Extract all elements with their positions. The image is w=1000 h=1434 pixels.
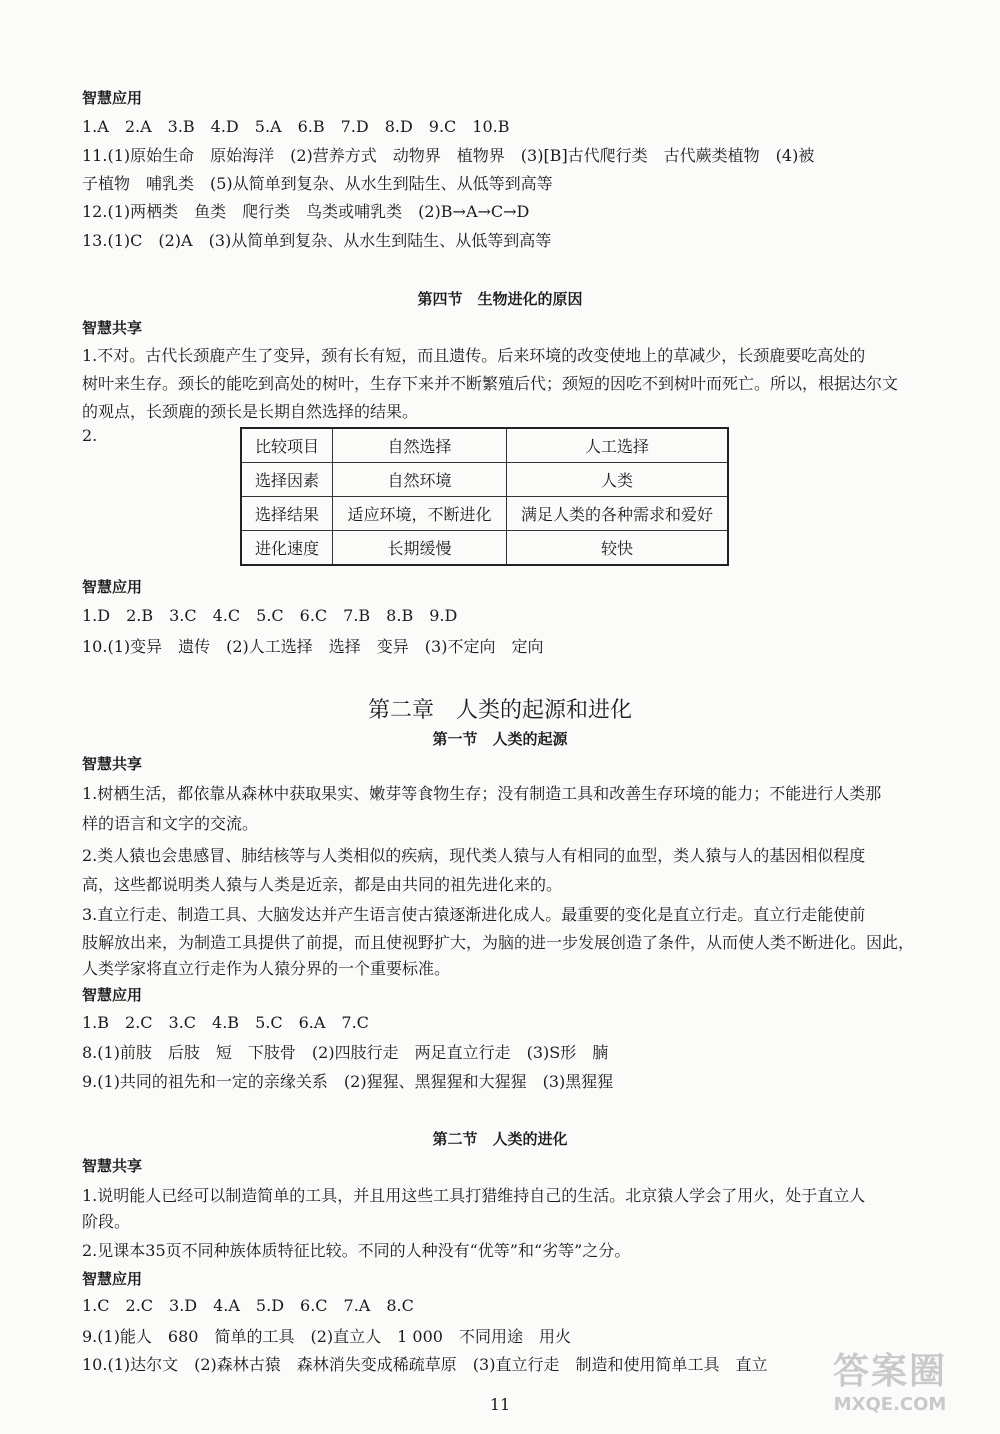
watermark-url: MXQE.COM [833,1394,947,1415]
answer-line: 8.(1)前肢 后肢 短 下肢骨 (2)四肢行走 两足直立行走 (3)S形 腩 [82,1043,609,1062]
table-row [241,463,728,497]
table-row [241,531,728,566]
label-wisdom-share: 智慧共享 [82,1157,143,1175]
label-wisdom-application: 智慧应用 [82,1270,143,1288]
table-cell: 自然选择 [333,428,507,463]
answer-line: 阶段。 [82,1212,131,1231]
answer-line: 1.B 2.C 3.C 4.B 5.C 6.A 7.C [82,1013,369,1032]
answer-line: 9.(1)能人 680 简单的工具 (2)直立人 1 000 不同用途 用火 [82,1327,571,1346]
answer-line: 11.(1)原始生命 原始海洋 (2)营养方式 动物界 植物界 (3)[B]古代爬行类 古代蕨类植物 (4)被 [82,146,815,165]
answer-line: 12.(1)两栖类 鱼类 爬行类 鸟类或哺乳类 (2)B→A→C→D [82,202,530,221]
table-row [241,497,728,531]
label-wisdom-application: 智慧应用 [82,986,143,1004]
table-cell: 较快 [507,531,729,566]
answer-line: 1.说明能人已经可以制造简单的工具，并且用这些工具打猎维持自己的生活。北京猿人学会了用火，处于直立人 [82,1186,866,1205]
table-cell: 人工选择 [507,428,729,463]
answer-line: 3.直立行走、制造工具、大脑发达并产生语言使古猿逐渐进化成人。最重要的变化是直立行走。直立行走能使前 [82,905,866,924]
table-cell: 比较项目 [241,428,333,463]
label-wisdom-application: 智慧应用 [82,89,143,107]
table-cell: 自然环境 [333,463,507,497]
table-row [241,428,728,463]
answer-line: 1.C 2.C 3.D 4.A 5.D 6.C 7.A 8.C [82,1296,414,1315]
table-cell: 适应环境，不断进化 [333,497,507,531]
answer-line: 1.A 2.A 3.B 4.D 5.A 6.B 7.D 8.D 9.C 10.B [82,117,510,136]
answer-line: 肢解放出来，为制造工具提供了前提，而且使视野扩大，为脑的进一步发展创造了条件，从而使人类不断进化。因此， [82,933,915,952]
watermark-logo-text: 答案圈 [832,1351,947,1392]
section-title: 第二节 人类的进化 [432,1130,568,1148]
answer-line: 人类学家将直立行走作为人猿分界的一个重要标准。 [82,959,451,978]
answer-line: 2.见课本35页不同种族体质特征比较。不同的人种没有“优等”和“劣等”之分。 [82,1241,631,1260]
table-cell: 长期缓慢 [333,531,507,566]
table-cell: 选择结果 [241,497,333,531]
label-wisdom-share: 智慧共享 [82,319,143,337]
section-title: 第一节 人类的起源 [432,730,568,748]
answer-line: 样的语言和文字的交流。 [82,814,259,833]
page-number: 11 [489,1395,511,1414]
comparison-table [240,427,729,566]
table-cell: 人类 [507,463,729,497]
answer-line: 10.(1)变异 遗传 (2)人工选择 选择 变异 (3)不定向 定向 [82,637,544,656]
answer-line: 10.(1)达尔文 (2)森林古猿 森林消失变成稀疏草原 (3)直立行走 制造和使用简单工具 直立 [82,1355,768,1374]
label-wisdom-share: 智慧共享 [82,755,143,773]
section-title: 第四节 生物进化的原因 [417,290,583,308]
answer-line: 的观点，长颈鹿的颈长是长期自然选择的结果。 [82,402,419,421]
answer-line: 9.(1)共同的祖先和一定的亲缘关系 (2)猩猩、黑猩猩和大猩猩 (3)黑猩猩 [82,1072,614,1091]
answer-line: 1.树栖生活，都依靠从森林中获取果实、嫩芽等食物生存；没有制造工具和改善生存环境的能力；不能进行人类那 [82,784,882,803]
answer-line: 1.D 2.B 3.C 4.C 5.C 6.C 7.B 8.B 9.D [82,606,458,625]
answer-line: 高，这些都说明类人猿与人类是近亲，都是由共同的祖先进化来的。 [82,875,563,894]
watermark-logo [810,1350,970,1430]
table-cell: 满足人类的各种需求和爱好 [507,497,729,531]
answer-line: 树叶来生存。颈长的能吃到高处的树叶，生存下来并不断繁殖后代；颈短的因吃不到树叶而死亡。所以，根据达尔文 [82,374,899,393]
answer-line: 2.类人猿也会患感冒、肺结核等与人类相似的疾病，现代类人猿与人有相同的血型，类人猿与人的基因相似程度 [82,846,866,865]
label-wisdom-application: 智慧应用 [82,578,143,596]
item-number: 2. [82,426,98,445]
answer-line: 1.不对。古代长颈鹿产生了变异，颈有长有短，而且遗传。后来环境的改变使地上的草减少，长颈鹿要吃高处的 [82,346,866,365]
table-cell: 选择因素 [241,463,333,497]
table-cell: 进化速度 [241,531,333,566]
chapter-title: 第二章 人类的起源和进化 [367,698,632,723]
answer-line: 13.(1)C (2)A (3)从简单到复杂、从水生到陆生、从低等到高等 [82,231,552,250]
answer-line: 子植物 哺乳类 (5)从简单到复杂、从水生到陆生、从低等到高等 [82,174,553,193]
